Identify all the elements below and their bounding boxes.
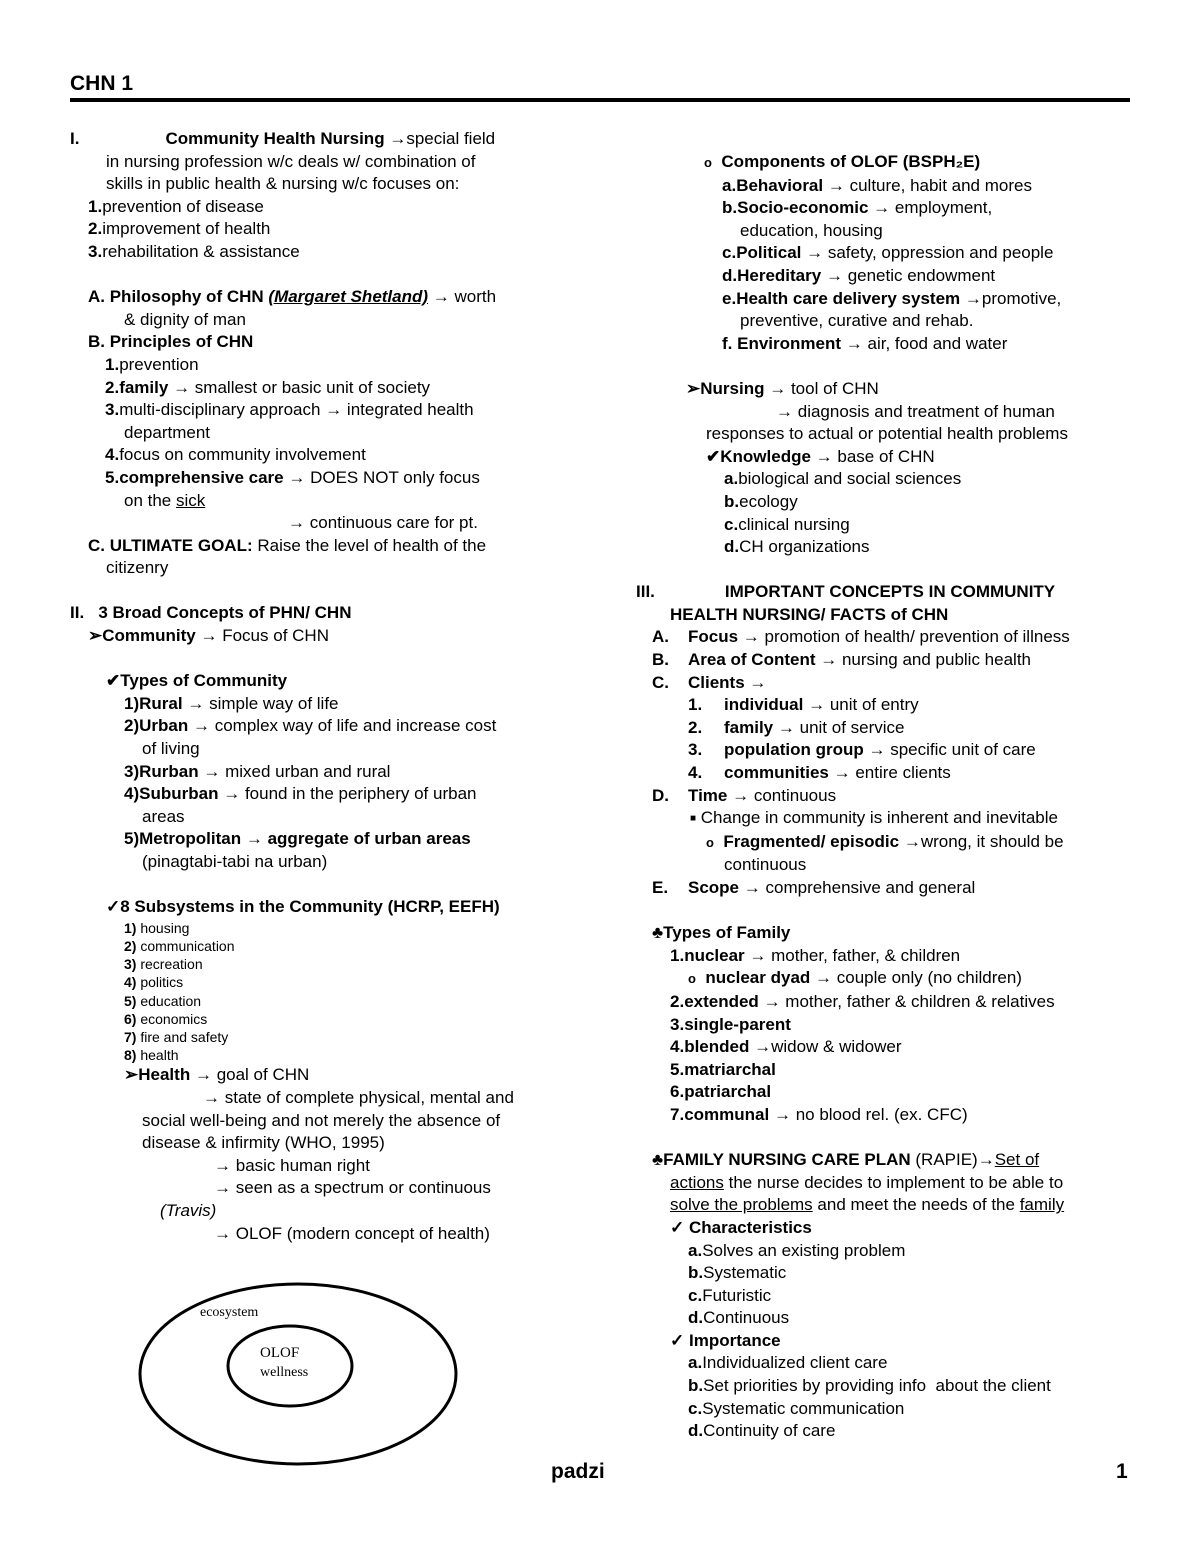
arrow-icon: →: [742, 627, 760, 647]
list-item: 2.improvement of health: [88, 219, 271, 239]
arrow-icon: →: [815, 968, 833, 988]
arrow-icon: →: [214, 1178, 231, 1198]
list-item: b.Socio-economic → employment,: [722, 198, 993, 218]
list-item: 5.comprehensive care → DOES NOT only focus: [105, 467, 480, 487]
section-3-heading-cont: HEALTH NURSING/ FACTS of CHN: [670, 604, 949, 624]
arrow-icon: →: [214, 1223, 231, 1243]
list-item: a.Behavioral → culture, habit and mores: [722, 175, 1032, 195]
arrow-icon: →: [773, 1104, 791, 1124]
list-item: a.biological and social sciences: [724, 469, 962, 489]
wellness-label: wellness: [260, 1365, 309, 1380]
list-item: 7.communal → no blood rel. (ex. CFC): [670, 1104, 968, 1124]
list-item: 7) fire and safety: [124, 1029, 229, 1045]
list-item: ■ Change in community is inherent and inevitable: [690, 808, 1058, 828]
left-column: [70, 128, 590, 1245]
arrow-icon: →: [776, 401, 793, 421]
list-item: 2.family → smallest or basic unit of society: [105, 377, 431, 397]
arrow-icon: →: [977, 1150, 995, 1170]
health-line: social well-being and not merely the absence of: [142, 1110, 501, 1130]
arrow-icon: →: [187, 693, 205, 713]
fact-item: C. Clients →: [652, 672, 767, 692]
section-number: I.: [70, 129, 80, 148]
arrow-icon: →: [194, 1065, 212, 1085]
list-item: a.Individualized client care: [688, 1353, 888, 1373]
health-line: (Travis): [160, 1200, 217, 1220]
list-item: 2) communication: [124, 937, 235, 954]
list-item: 3. population group → specific unit of care: [688, 740, 1036, 760]
list-item: 1.prevention: [105, 354, 199, 374]
list-item: d.CH organizations: [724, 537, 870, 557]
health-line: → state of complete physical, mental and: [203, 1088, 514, 1107]
list-item: 2.extended → mother, father & children & relatives: [670, 991, 1055, 1011]
fncp-heading: ♣FAMILY NURSING CARE PLAN (RAPIE)→Set of: [652, 1150, 1040, 1170]
right-column: [632, 151, 1152, 1443]
arrow-icon: →: [389, 129, 407, 148]
arrow-icon: →: [763, 991, 781, 1011]
list-item: 1.prevention of disease: [88, 196, 264, 216]
list-item: b.ecology: [724, 491, 798, 511]
section-desc-line: in nursing profession w/c deals w/ combination of: [106, 151, 476, 171]
page-number: 1: [1116, 1460, 1128, 1483]
list-item: 2. family → unit of service: [688, 717, 905, 737]
philosophy-line: & dignity of man: [124, 309, 246, 329]
section-1-heading: [70, 128, 590, 151]
importance-heading: ✓ Importance: [670, 1330, 781, 1350]
checkmark-icon: ✔: [106, 671, 121, 691]
list-item: d.Continuous: [688, 1308, 790, 1328]
section-desc-line: skills in public health & nursing w/c focuses on:: [106, 174, 460, 194]
arrow-icon: →: [777, 717, 795, 737]
nursing-line: → diagnosis and treatment of human: [776, 401, 1055, 421]
fact-item: E. Scope → comprehensive and general: [652, 878, 976, 897]
list-item: 1)Rural → simple way of life: [124, 693, 339, 713]
arrow-icon: →: [200, 626, 218, 646]
arrowhead-bullet-icon: ➢: [124, 1065, 139, 1085]
arrow-icon: →: [868, 740, 886, 760]
arrow-icon: →: [749, 945, 767, 965]
list-item-cont: education, housing: [740, 220, 883, 240]
section-3-heading: III. IMPORTANT CONCEPTS IN COMMUNITY: [636, 582, 1056, 602]
arrow-icon: →: [214, 1155, 231, 1175]
arrow-icon: →: [203, 1088, 220, 1107]
fncp-line: solve the problems and meet the needs of the family: [670, 1195, 1065, 1215]
health-line: → seen as a spectrum or continuous: [214, 1178, 491, 1198]
ecosystem-label: ecosystem: [200, 1305, 259, 1320]
list-item: 3.rehabilitation & assistance: [88, 241, 300, 261]
list-item: 3.single-parent: [670, 1014, 791, 1034]
list-item: 3)Rurban → mixed urban and rural: [124, 761, 391, 781]
olof-ecosystem-diagram: [138, 1282, 463, 1467]
arrow-icon: →: [288, 513, 305, 533]
list-item: 4)Suburban → found in the periphery of urban: [124, 784, 477, 804]
arrow-icon: →: [192, 716, 210, 736]
list-item-cont: areas: [142, 806, 185, 826]
arrow-icon: →: [749, 672, 767, 692]
list-item: 3) recreation: [124, 956, 203, 973]
list-item: 4. communities → entire clients: [688, 763, 951, 783]
arrow-icon: →: [245, 829, 263, 849]
list-item: 4.blended →widow & widower: [670, 1037, 902, 1057]
community-line: ➢Community → Focus of CHN: [88, 626, 329, 646]
olof-label: OLOF: [260, 1345, 300, 1361]
arrow-icon: →: [825, 265, 843, 285]
arrow-icon: →: [432, 287, 450, 307]
fact-item: B. Area of Content → nursing and public health: [652, 650, 1031, 670]
health-line: disease & infirmity (WHO, 1995): [142, 1133, 385, 1153]
arrowhead-bullet-icon: ➢: [686, 378, 701, 398]
section-title: Community Health Nursing: [165, 129, 385, 148]
components-heading: o Components of OLOF (BSPH₂E): [704, 152, 981, 171]
fact-item: A. Focus → promotion of health/ prevention of illness: [652, 627, 1070, 647]
page-title: CHN 1: [70, 72, 134, 95]
fact-item: D. Time → continuous: [652, 785, 837, 805]
list-item-cont: of living: [142, 739, 200, 759]
list-item-cont: on the sick: [124, 490, 206, 510]
list-item: e.Health care delivery system →promotive,: [722, 288, 1062, 308]
club-icon: ♣: [652, 923, 664, 943]
checkmark-icon: ✓: [106, 897, 121, 917]
list-item: f. Environment → air, food and water: [722, 333, 1008, 353]
goal-line-cont: citizenry: [106, 558, 169, 578]
list-item: c.Political → safety, oppression and people: [722, 243, 1054, 263]
principles-heading: B. Principles of CHN: [88, 332, 254, 352]
header-rule: [70, 98, 1130, 102]
checkmark-icon: ✔: [706, 446, 721, 466]
list-item: 1) housing: [124, 919, 190, 936]
footer-author: padzi: [551, 1460, 605, 1483]
list-item: o Fragmented/ episodic →wrong, it should be: [706, 831, 1064, 851]
list-item-cont: → continuous care for pt.: [288, 513, 478, 533]
arrow-icon: →: [820, 650, 838, 670]
arrow-icon: →: [769, 378, 787, 398]
list-item: 6) economics: [124, 1010, 208, 1027]
arrow-icon: →: [827, 175, 845, 195]
square-bullet-icon: ■: [690, 813, 697, 825]
health-line: ➢Health → goal of CHN: [124, 1065, 310, 1085]
arrow-icon: →: [903, 831, 921, 851]
arrow-icon: →: [808, 695, 826, 715]
list-item: 4) politics: [124, 974, 184, 991]
goal-line: C. ULTIMATE GOAL: Raise the level of health of the: [88, 535, 487, 555]
list-item: 5.matriarchal: [670, 1059, 776, 1079]
arrow-icon: →: [325, 400, 343, 420]
arrow-icon: →: [833, 763, 851, 783]
club-icon: ♣: [652, 1150, 664, 1170]
list-item: d.Hereditary → genetic endowment: [722, 265, 996, 285]
arrow-icon: →: [806, 243, 824, 263]
arrow-icon: →: [743, 878, 761, 897]
list-item: 5)Metropolitan → aggregate of urban areas: [124, 829, 471, 849]
characteristics-heading: ✓ Characteristics: [670, 1217, 812, 1237]
arrow-icon: →: [203, 761, 221, 781]
section-desc: special field: [406, 129, 496, 148]
list-item-cont: department: [124, 422, 210, 442]
arrow-icon: →: [288, 467, 306, 487]
arrow-icon: →: [964, 288, 982, 308]
arrow-icon: →: [815, 446, 833, 466]
list-item: 2)Urban → complex way of life and increase cost: [124, 716, 497, 736]
arrow-icon: →: [732, 785, 750, 805]
list-item: 1.nuclear → mother, father, & children: [670, 945, 961, 965]
arrowhead-bullet-icon: ➢: [88, 626, 103, 646]
arrow-icon: →: [173, 377, 191, 397]
list-item: c.clinical nursing: [724, 514, 850, 534]
list-item: o nuclear dyad → couple only (no children): [688, 968, 1022, 988]
nursing-line: ➢Nursing → tool of CHN: [686, 378, 879, 398]
list-item: c.Systematic communication: [688, 1398, 905, 1418]
list-item: c.Futuristic: [688, 1285, 772, 1305]
family-types-heading: ♣Types of Family: [652, 923, 791, 943]
arrow-icon: →: [873, 198, 891, 218]
list-item: 1. individual → unit of entry: [688, 695, 919, 715]
list-item: 4.focus on community involvement: [105, 445, 366, 465]
list-item: b.Set priorities by providing info about the client: [688, 1376, 1051, 1396]
arrow-icon: →: [223, 784, 241, 804]
list-item: 3.multi-disciplinary approach → integrated health: [105, 400, 474, 420]
list-item: 6.patriarchal: [670, 1082, 772, 1102]
arrow-icon: →: [754, 1037, 772, 1057]
arrow-icon: →: [845, 333, 863, 353]
checkmark-icon: ✓: [670, 1217, 685, 1237]
list-item: b.Systematic: [688, 1263, 787, 1283]
knowledge-heading: ✔Knowledge → base of CHN: [706, 446, 935, 466]
nursing-line: responses to actual or potential health problems: [706, 424, 1068, 444]
list-item-cont: continuous: [724, 855, 807, 875]
health-line: → OLOF (modern concept of health): [214, 1223, 490, 1243]
fncp-line: actions the nurse decides to implement to be able to: [670, 1172, 1064, 1192]
health-line: → basic human right: [214, 1155, 370, 1175]
subsystems-heading: ✓8 Subsystems in the Community (HCRP, EEFH): [106, 897, 500, 917]
subsystems-list: [70, 919, 590, 1065]
list-item: 5) education: [124, 992, 202, 1009]
checkmark-icon: ✓: [670, 1330, 685, 1350]
list-item: a.Solves an existing problem: [688, 1240, 906, 1260]
philosophy-author: (Margaret Shetland): [268, 287, 429, 307]
list-item-cont: (pinagtabi-tabi na urban): [142, 852, 328, 871]
list-item: d.Continuity of care: [688, 1421, 836, 1441]
types-heading: ✔Types of Community: [106, 671, 288, 691]
list-item: 8) health: [124, 1047, 179, 1064]
list-item-cont: preventive, curative and rehab.: [740, 311, 974, 331]
section-2-heading: II. 3 Broad Concepts of PHN/ CHN: [70, 603, 352, 623]
philosophy-heading: A. Philosophy of CHN (Margaret Shetland) → worth: [88, 287, 497, 307]
